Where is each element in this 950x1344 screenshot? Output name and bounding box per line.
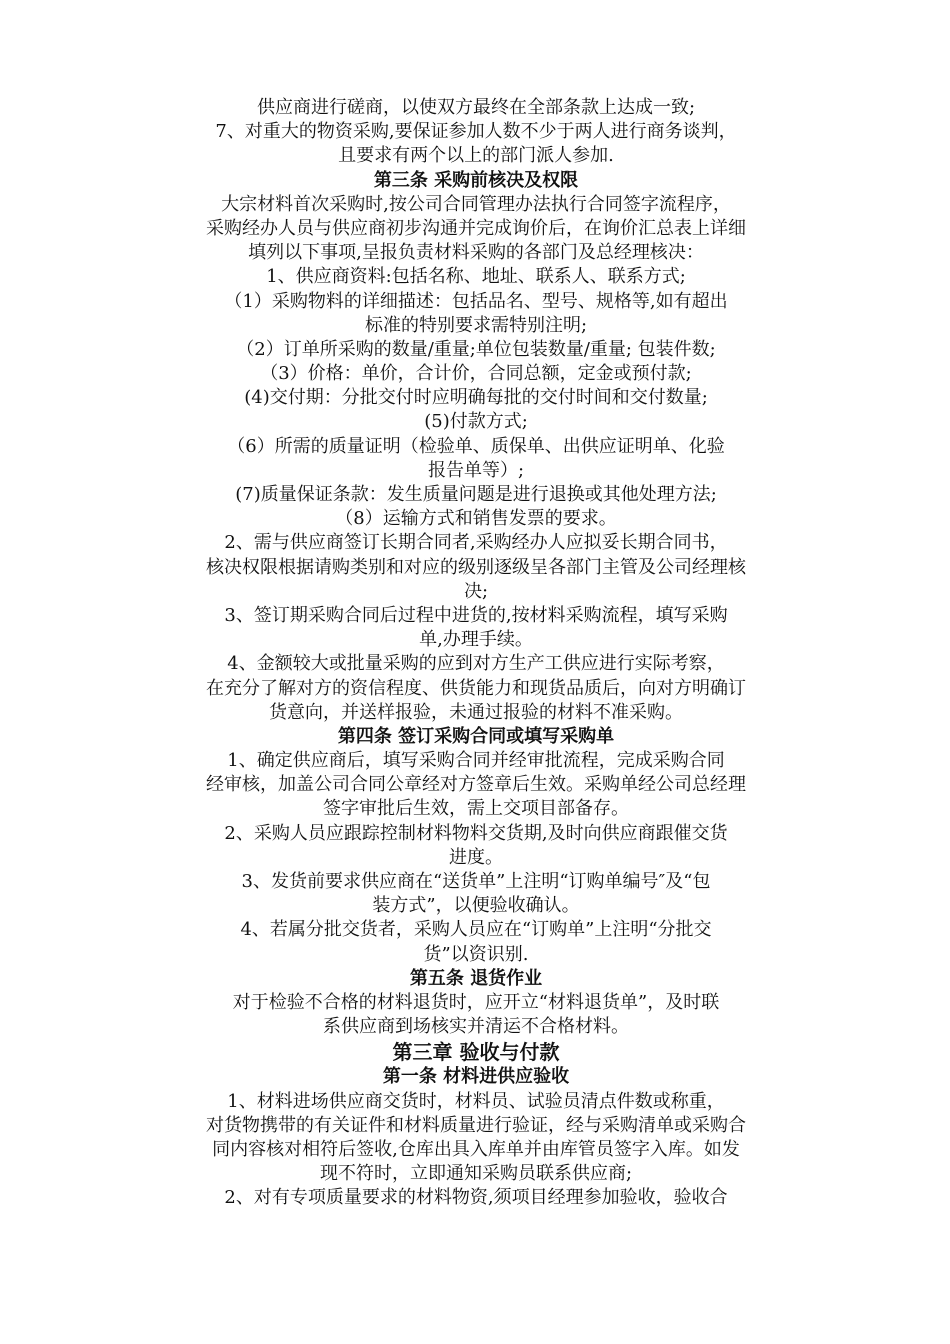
text-line: 7、对重大的物资采购,要保证参加人数不少于两人进行商务谈判， xyxy=(215,121,737,143)
text-line: （6）所需的质量证明（检验单、质保单、出供应证明单、化验 xyxy=(227,435,725,457)
section-heading: 第一条 材料进供应验收 xyxy=(382,1066,570,1088)
text-line: 2、对有专项质量要求的材料物资,须项目经理参加验收，验收合 xyxy=(224,1187,728,1209)
text-line: 1、确定供应商后，填写采购合同并经审批流程，完成采购合同 xyxy=(227,750,725,772)
text-line: 标准的特别要求需特别注明; xyxy=(364,314,588,336)
text-line: 对于检验不合格的材料退货时，应开立“材料退货单”，及时联 xyxy=(232,991,720,1013)
text-line: 核决权限根据请购类别和对应的级别逐级呈各部门主管及公司经理核 xyxy=(206,556,746,578)
text-line: 供应商进行磋商，以使双方最终在全部条款上达成一致; xyxy=(256,97,696,118)
text-line: 同内容核对相符后签收,仓库出具入库单并由库管员签字入库。如发 xyxy=(212,1138,740,1160)
text-line: 3、签订期采购合同后过程中进货的,按材料采购流程，填写采购 xyxy=(224,604,728,626)
text-line: 货意向，并送样报验，未通过报验的材料不准采购。 xyxy=(269,701,683,723)
text-line: 1、材料进场供应商交货时，材料员、试验员清点件数或称重， xyxy=(227,1090,725,1112)
text-line: 大宗材料首次采购时,按公司合同管理办法执行合同签字流程序， xyxy=(221,193,731,215)
section-heading: 第三条 采购前核决及权限 xyxy=(373,169,579,191)
text-line: 且要求有两个以上的部门派人参加. xyxy=(338,145,614,167)
text-line: (7)质量保证条款：发生质量问题是进行退换或其他处理方法; xyxy=(235,484,717,505)
section-heading: 第四条 签订采购合同或填写采购单 xyxy=(337,725,615,747)
chapter-heading: 第三章 验收与付款 xyxy=(392,1040,560,1065)
text-line: 在充分了解对方的资信程度、供货能力和现货品质后，向对方明确订 xyxy=(206,677,746,699)
text-line: 现不符时，立即通知采购员联系供应商; xyxy=(319,1163,633,1185)
text-line: 3、发货前要求供应商在“送货单”上注明“订购单编号″及“包 xyxy=(241,871,711,892)
text-line: 2、采购人员应跟踪控制材料物料交货期,及时向供应商跟催交货 xyxy=(224,822,728,844)
section-heading: 第五条 退货作业 xyxy=(409,967,543,989)
text-line: 系供应商到场核实并清运不合格材料。 xyxy=(323,1016,629,1038)
text-line: 签字审批后生效，需上交项目部备存。 xyxy=(323,798,629,820)
text-line: 装方式”，以便验收确认。 xyxy=(372,895,580,917)
text-line: 4、若属分批交货者，采购人员应在“订购单”上注明“分批交 xyxy=(240,919,712,941)
text-line: 货”以资识别. xyxy=(423,943,529,965)
text-line: (4)交付期：分批交付时应明确每批的交付时间和交付数量; xyxy=(244,387,708,409)
text-line: （8）运输方式和销售发票的要求。 xyxy=(335,508,617,530)
text-line: （1）采购物料的详细描述：包括品名、型号、规格等,如有超出 xyxy=(224,290,728,312)
text-line: （2）订单所采购的数量/重量;单位包装数量/重量; 包装件数; xyxy=(236,338,716,360)
text-line: 对货物携带的有关证件和材料质量进行验证，经与采购清单或采购合 xyxy=(206,1114,746,1136)
document-page xyxy=(136,96,816,1210)
text-line: （3）价格：单价，合计价，合同总额，定金或预付款; xyxy=(260,363,692,385)
text-line: 1、供应商资料:包括名称、地址、联系人、联系方式; xyxy=(266,266,686,288)
text-line: 决; xyxy=(463,580,489,602)
text-line: 4、金额较大或批量采购的应到对方生产工供应进行实际考察， xyxy=(227,653,725,675)
text-line: 进度。 xyxy=(449,846,503,868)
text-line: (5)付款方式; xyxy=(424,411,528,433)
text-line: 2、需与供应商签订长期合同者,采购经办人应拟妥长期合同书， xyxy=(224,532,728,554)
text-line: 单,办理手续。 xyxy=(419,629,533,651)
text-line: 报告单等）; xyxy=(427,459,525,481)
text-line: 经审核，加盖公司合同公章经对方签章后生效。采购单经公司总经理 xyxy=(206,774,746,796)
text-line: 采购经办人员与供应商初步沟通并完成询价后，在询价汇总表上详细 xyxy=(206,217,746,239)
text-line: 填列以下事项,呈报负责材料采购的各部门及总经理核决： xyxy=(248,242,704,264)
